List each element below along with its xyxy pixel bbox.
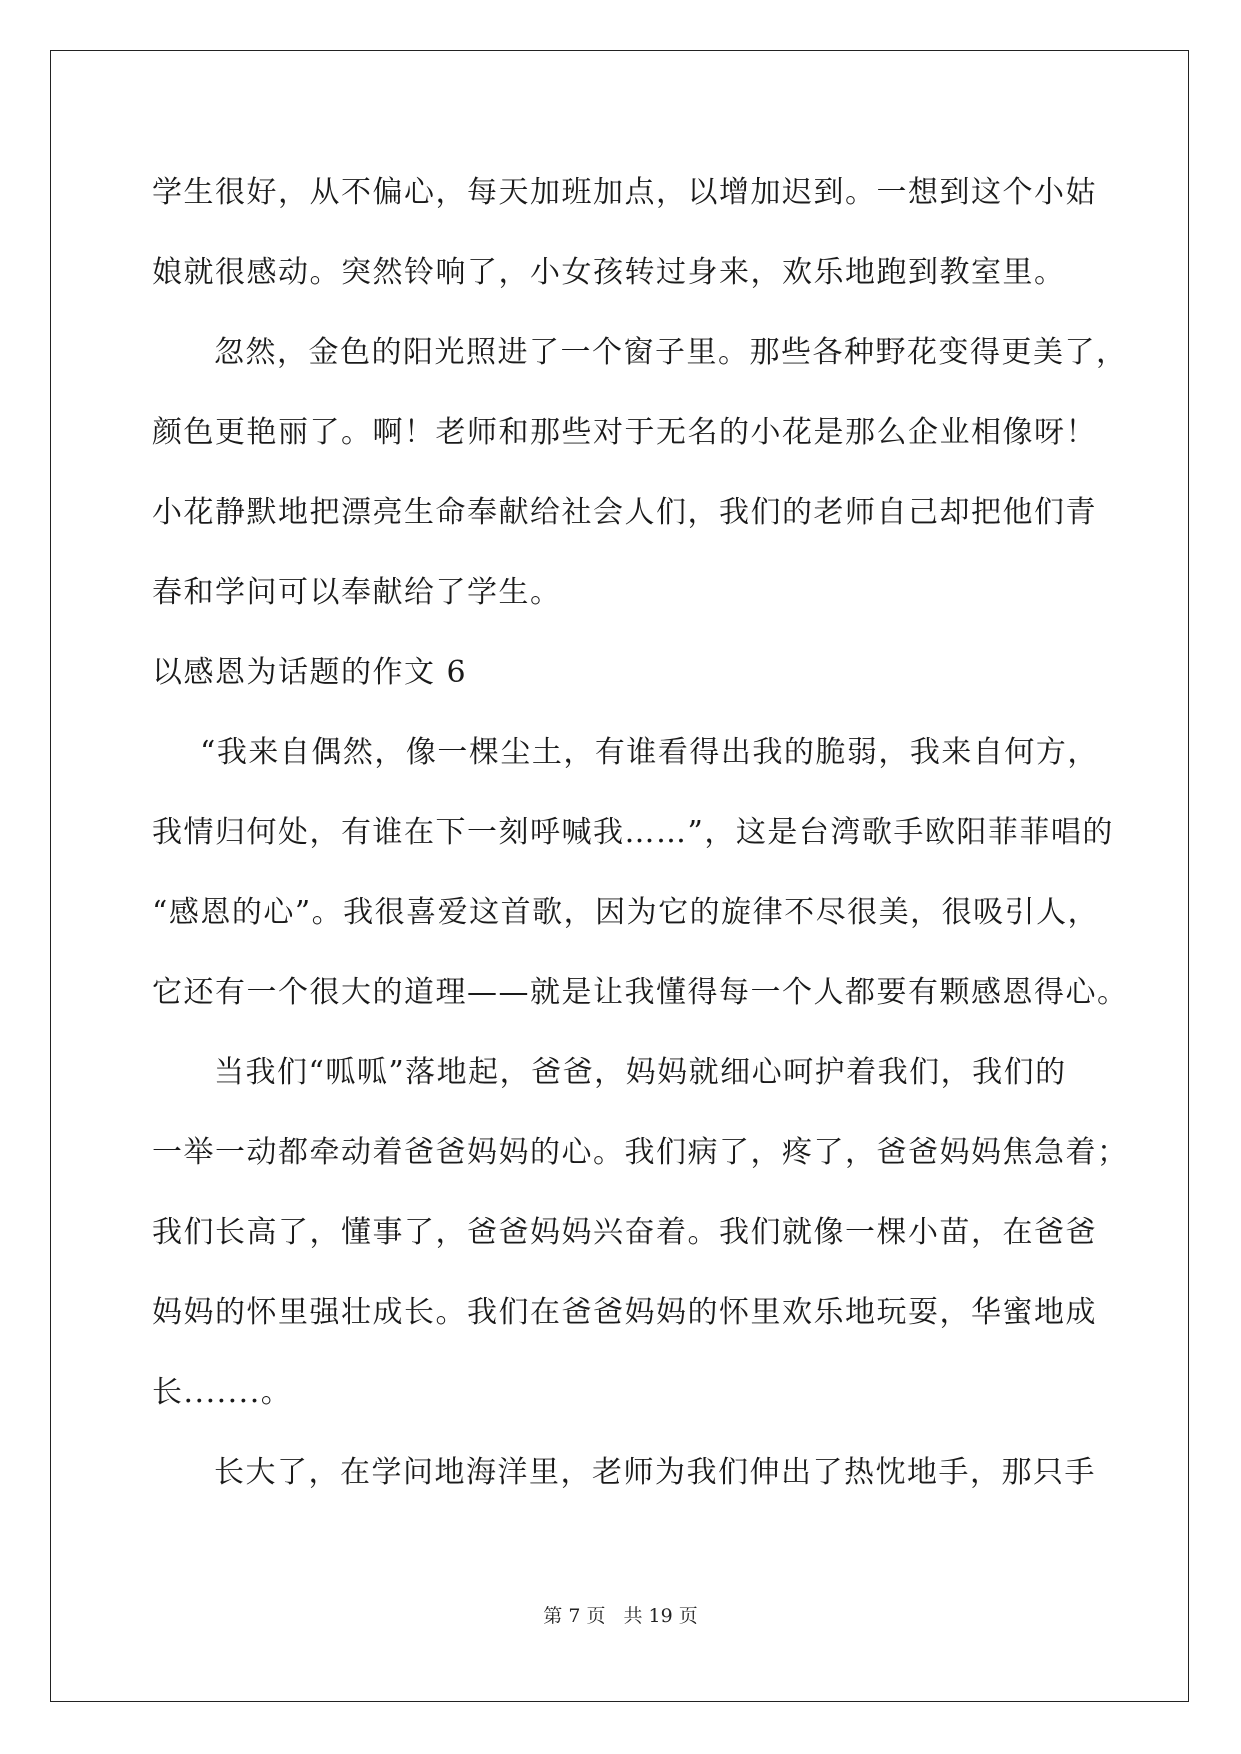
paragraph-first-line: 当我们“呱呱”落地起，爸爸，妈妈就细心呵护着我们，我们的 [214,1055,1067,1090]
body-line: 春和学问可以奉献给了学生。 [152,575,562,610]
page-total: 共 19 页 [623,1605,698,1627]
paragraph-first-line: 忽然，金色的阳光照进了一个窗子里。那些各种野花变得更美了， [214,335,1128,370]
body-line: 学生很好，从不偏心，每天加班加点，以增加迟到。一想到这个小姑 [152,175,1097,210]
body-line: 它还有一个很大的道理——就是让我懂得每一个人都要有颗感恩得心。 [152,975,1129,1010]
body-line: 小花静默地把漂亮生命奉献给社会人们，我们的老师自己却把他们青 [152,495,1097,530]
body-line: 一举一动都牵动着爸爸妈妈的心。我们病了，疼了，爸爸妈妈焦急着； [152,1135,1129,1170]
page-number: 第 7 页 [543,1605,606,1627]
body-line: 我们长高了，懂事了，爸爸妈妈兴奋着。我们就像一棵小苗，在爸爸 [152,1215,1097,1250]
body-line: 娘就很感动。突然铃响了，小女孩转过身来，欢乐地跑到教室里。 [152,255,1066,290]
body-line: 长.......。 [152,1375,293,1410]
body-line: 妈妈的怀里强壮成长。我们在爸爸妈妈的怀里欢乐地玩耍，华蜜地成 [152,1295,1097,1330]
page-footer [0,1604,1241,1628]
paragraph-first-line: “我来自偶然，像一棵尘土，有谁看得出我的脆弱，我来自何方， [200,735,1099,770]
paragraph-first-line: 长大了，在学问地海洋里，老师为我们伸出了热忱地手，那只手 [214,1455,1096,1490]
section-heading: 以感恩为话题的作文 6 [152,655,468,690]
body-line: 颜色更艳丽了。啊！老师和那些对于无名的小花是那么企业相像呀！ [152,415,1097,450]
body-line: “感恩的心”。我很喜爱这首歌，因为它的旋律不尽很美，很吸引人， [152,895,1100,930]
body-line: 我情归何处，有谁在下一刻呼喊我……”，这是台湾歌手欧阳菲菲唱的 [152,815,1114,850]
